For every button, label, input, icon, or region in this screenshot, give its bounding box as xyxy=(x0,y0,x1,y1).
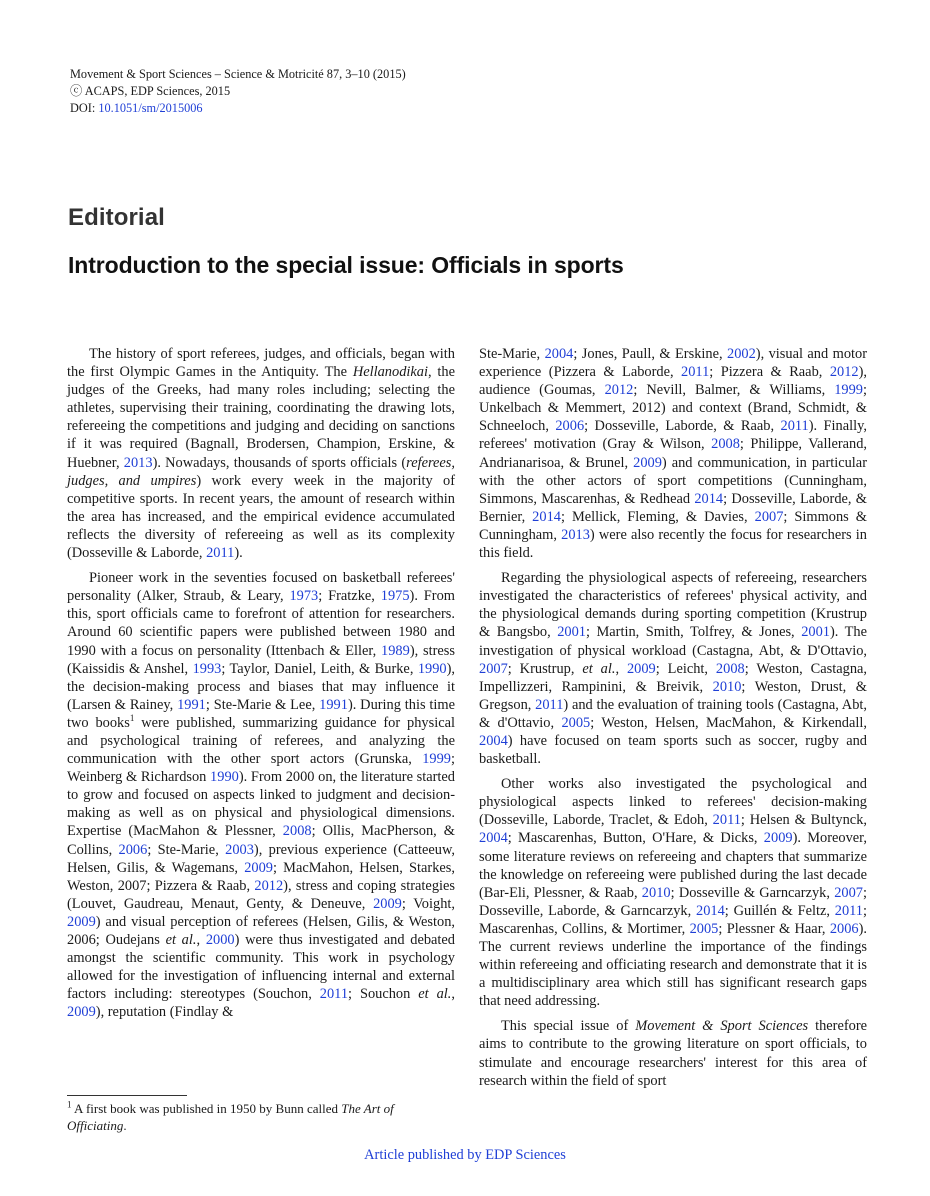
book-title: The Art of Officiating xyxy=(67,1101,394,1133)
footnote-mark: 1 xyxy=(67,1099,72,1110)
copyright-line: ⓒ ACAPS, EDP Sciences, 2015 xyxy=(70,84,231,98)
journal-header xyxy=(70,66,406,117)
left-column xyxy=(67,345,455,1028)
paragraph: Regarding the physiological aspects of refereeing, researchers investigated the characteristics of referees' physical activity, and the physiological demands during sporting competition (Krustrup & Bangsbo, 2001; Martin, Smith, Tolfrey, & Jones, 2001). The investigation of physical workload (Castagna, Abt, & D'Ottavio, 2007; Krustrup, et al., 2009; Leicht, 2008; Weston, Castagna, Impellizzeri, Rampinini, & Breivik, 2010; Weston, Drust, & Gregson, 2011) and the evaluation of training tools (Castagna, Abt, & d'Ottavio, 2005; Weston, Helsen, MacMahon, & Kirkendall, 2004) have focused on team sports such as soccer, rugby and basketball. xyxy=(479,570,868,768)
journal-citation: Movement & Sport Sciences – Science & Motricité 87, 3–10 (2015) xyxy=(70,67,406,81)
right-column xyxy=(479,345,867,1097)
doi-link[interactable]: 10.1051/sm/2015006 xyxy=(98,101,203,115)
paragraph: The history of sport referees, judges, and officials, began with the first Olympic Games in the Antiquity. The Hellanodikai, the judges of the Greeks, had many roles including; selecting the athletes, supervising their training, coordinating the drawing lots, refereeing the competitions and judging and deciding on sanctions if it was required (Bagnall, Brodersen, Champion, Erskine, & Huebner, 2013). Nowadays, thousands of sports officials (referees, judges, and umpires) work every week in the majority of competitive sports. In recent years, the amount of research within the area has increased, and the empirical evidence accumulated reflects the diversity of refereeing as well as its complexity (Dosseville & Laborde, 2011). xyxy=(67,346,456,562)
paragraph: Other works also investigated the psychological and physiological aspects linked to referees' decision-making (Dosseville, Laborde, Traclet, & Edoh, 2011; Helsen & Bultynck, 2004; Mascarenhas, Button, O'Hare, & Dicks, 2009). Moreover, some literature reviews on refereeing and chapters that summarize the knowledge on refereeing were published during the last decade (Bar-Eli, Plessner, & Raab, 2010; Dosseville & Garncarzyk, 2007; Dosseville, Laborde, & Garncarzyk, 2014; Guillén & Feltz, 2011; Mascarenhas, Collins, & Mortimer, 2005; Plessner & Haar, 2006). The current reviews underline the importance of the findings within refereeing and officiating research and demonstrate that it is a multidisciplinary area which still has significant research gaps that need addressing. xyxy=(479,776,868,1010)
paragraph: Pioneer work in the seventies focused on basketball referees' personality (Alker, Straub, & Leary, 1973; Fratzke, 1975). From this, sport officials came to forefront of attention for researchers. Around 60 scientific papers were published between 1980 and 1990 with a focus on personality (Ittenbach & Eller, 1989), stress (Kaissidis & Anshel, 1993; Taylor, Daniel, Leith, & Burke, 1990), the decision-making process and biases that may influence it (Larsen & Rainey, 1991; Ste-Marie & Lee, 1991). During this time two books$^1$ were published, summarizing guidance for physical and psychological training of referees, and analyzing the communication with the other sport actors (Grunska, 1999; Weinberg & Richardson 1990). From 2000 on, the literature started to grow and focused on aspects linked to judgment and decision-making as well as on physical and physiological dimensions. Expertise (MacMahon & Plessner, 2008; Ollis, MacPherson, & Collins, 2006; Ste-Marie, 2003), previous experience (Catteeuw, Helsen, Gilis, & Wagemans, 2009; MacMahon, Helsen, Starkes, Weston, 2007; Pizzera & Raab, 2012), stress and coping strategies (Louvet, Gaudreau, Menaut, Genty, & Deneuve, 2009; Voight, 2009) and visual perception of referees (Helsen, Gilis, & Weston, 2006; Oudejans et al., 2000) were thus investigated and debated amongst the scientific community. This work in psychology allowed for the investigation of influencing internal and external factors including: stereotypes (Souchon, 2011; Souchon et al., 2009), reputation (Findlay & xyxy=(67,570,456,1021)
section-label: Editorial xyxy=(68,204,165,231)
footnote-rule xyxy=(67,1095,187,1096)
article-title: Introduction to the special issue: Officials in sports xyxy=(68,252,624,278)
paragraph: Ste-Marie, 2004; Jones, Paull, & Erskine, 2002), visual and motor experience (Pizzera & Laborde, 2011; Pizzera & Raab, 2012), audience (Goumas, 2012; Nevill, Balmer, & Williams, 1999; Unkelbach & Memmert, 2012) and context (Brand, Schmidt, & Schneeloch, 2006; Dosseville, Laborde, & Raab, 2011). Finally, referees' motivation (Gray & Wilson, 2008; Philippe, Vallerand, Andrianarisoa, & Brunel, 2009) and communication, in particular with the other actors of sport competitions (Cunningham, Simmons, Mascarenhas, & Redhead 2014; Dosseville, Laborde, & Bernier, 2014; Mellick, Fleming, & Davies, 2007; Simmons & Cunningham, 2013) were also recently the focus for researchers in this field. xyxy=(479,346,867,562)
doi-line: DOI: 10.1051/sm/2015006 xyxy=(70,101,203,115)
paragraph: This special issue of Movement & Sport Sciences therefore aims to contribute to the growing literature on sport officials, to stimulate and encourage researchers' interest for this area of research within the field of sport xyxy=(479,1018,867,1089)
publisher-footer[interactable]: Article published by EDP Sciences xyxy=(364,1147,566,1163)
footnote: $^1$ A first book was published in 1950 by Bunn called The Art of Officiating. xyxy=(67,1095,455,1134)
